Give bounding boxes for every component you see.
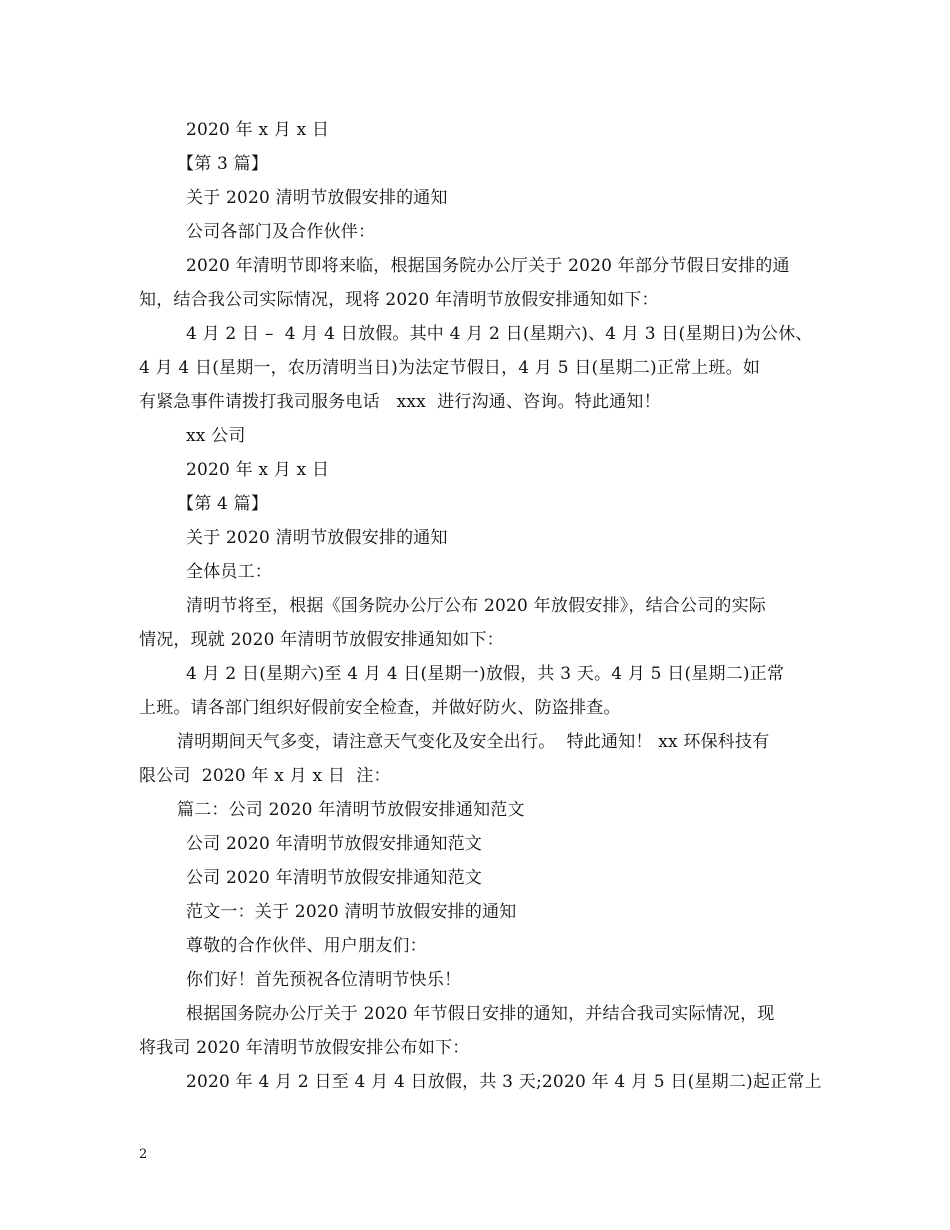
text-line: 尊敬的合作伙伴、用户朋友们： bbox=[186, 936, 427, 956]
text-line: 公司 2020 年清明节放假安排通知范文 bbox=[186, 834, 483, 854]
text-line: xx 公司 bbox=[186, 426, 246, 446]
text-line: 全体员工： bbox=[186, 562, 272, 582]
text-line: 2020 年 x 月 x 日 bbox=[186, 460, 330, 480]
text-line: 限公司 2020 年 x 月 x 日 注： bbox=[139, 766, 391, 786]
text-line: 清明期间天气多变，请注意天气变化及安全出行。 特此通知！ xx 环保科技有 bbox=[177, 732, 770, 752]
text-line: 篇二：公司 2020 年清明节放假安排通知范文 bbox=[177, 800, 525, 820]
text-line: 2020 年 x 月 x 日 bbox=[186, 120, 330, 140]
text-line: 【第 4 篇】 bbox=[177, 494, 269, 514]
text-line: 有紧急事件请拨打我司服务电话 xxx 进行沟通、咨询。特此通知！ bbox=[139, 392, 661, 412]
text-line: 2020 年 4 月 2 日至 4 月 4 日放假，共 3 天;2020 年 4 月 5 日(星期二)起正常上 bbox=[186, 1072, 822, 1092]
text-line: 4 月 2 日(星期六)至 4 月 4 日(星期一)放假，共 3 天。4 月 5 日(星期二)正常 bbox=[186, 664, 785, 684]
text-line: 根据国务院办公厅关于 2020 年节假日安排的通知，并结合我司实际情况，现 bbox=[186, 1004, 775, 1024]
text-line: 上班。请各部门组织好假前安全检查，并做好防火、防盗排查。 bbox=[139, 698, 621, 718]
text-line: 清明节将至，根据《国务院办公厅公布 2020 年放假安排》，结合公司的实际 bbox=[186, 596, 766, 616]
text-line: 4 月 2 日 – 4 月 4 日放假。其中 4 月 2 日(星期六)、4 月 3 日(星期日)为公休、 bbox=[186, 324, 813, 344]
text-line: 知，结合我公司实际情况，现将 2020 年清明节放假安排通知如下： bbox=[139, 290, 659, 310]
text-line: 关于 2020 清明节放假安排的通知 bbox=[186, 528, 448, 548]
text-line: 你们好！首先预祝各位清明节快乐！ bbox=[186, 970, 462, 990]
text-line: 【第 3 篇】 bbox=[177, 154, 269, 174]
text-line: 范文一：关于 2020 清明节放假安排的通知 bbox=[186, 902, 517, 922]
text-line: 公司 2020 年清明节放假安排通知范文 bbox=[186, 868, 483, 888]
text-line: 公司各部门及合作伙伴： bbox=[186, 222, 376, 242]
text-line: 4 月 4 日(星期一，农历清明当日)为法定节假日，4 月 5 日(星期二)正常上班。如 bbox=[139, 358, 761, 378]
text-line: 将我司 2020 年清明节放假安排公布如下： bbox=[139, 1038, 470, 1058]
text-line: 关于 2020 清明节放假安排的通知 bbox=[186, 188, 448, 208]
text-line: 情况，现就 2020 年清明节放假安排通知如下： bbox=[139, 630, 504, 650]
page-number: 2 bbox=[139, 1147, 148, 1162]
text-line: 2020 年清明节即将来临，根据国务院办公厅关于 2020 年部分节假日安排的通 bbox=[186, 256, 790, 276]
